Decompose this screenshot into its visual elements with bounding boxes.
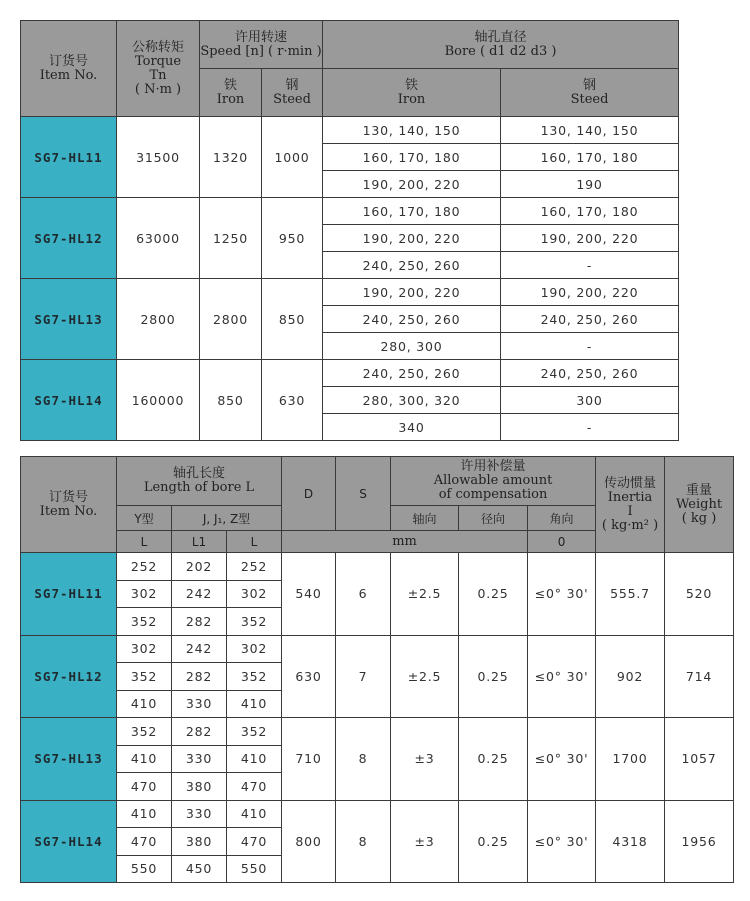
bore-steel-value: 240, 250, 260 xyxy=(501,306,679,333)
bore-iron-value: 190, 200, 220 xyxy=(323,225,501,252)
axial-value: ±3 xyxy=(391,718,459,801)
weight-value: 714 xyxy=(665,635,734,718)
table-row xyxy=(21,117,679,144)
bore-steel-value: 160, 170, 180 xyxy=(501,198,679,225)
inertia-value: 1700 xyxy=(596,718,665,801)
length-y-l: 352 xyxy=(117,663,172,691)
item-number: SG7-HL12 xyxy=(21,198,117,279)
angular-value: ≤0° 30' xyxy=(528,718,596,801)
header-speed-steel: 钢 Steed xyxy=(262,69,323,117)
inertia-value: 4318 xyxy=(596,800,665,883)
torque-value: 160000 xyxy=(117,360,200,441)
length-j-l: 352 xyxy=(227,608,282,636)
header-compensation: 许用补偿量 Allowable amount of compensation xyxy=(391,457,596,506)
header-bore-iron: 铁 Iron xyxy=(323,69,501,117)
torque-value: 63000 xyxy=(117,198,200,279)
length-y-l: 410 xyxy=(117,690,172,718)
header-torque: 公称转矩 Torque Tn ( N·m ) xyxy=(117,21,200,117)
bore-steel-value: 190, 200, 220 xyxy=(501,279,679,306)
angular-value: ≤0° 30' xyxy=(528,800,596,883)
item-number: SG7-HL14 xyxy=(21,800,117,883)
d-value: 540 xyxy=(282,553,336,636)
header-unit-angle: 0 xyxy=(528,531,596,553)
length-j-l: 352 xyxy=(227,718,282,746)
table-row xyxy=(21,635,734,663)
bore-steel-value: 240, 250, 260 xyxy=(501,360,679,387)
axial-value: ±2.5 xyxy=(391,553,459,636)
table-row xyxy=(21,553,734,581)
item-number: SG7-HL11 xyxy=(21,117,117,198)
header-item-no: 订货号 Item No. xyxy=(21,21,117,117)
radial-value: 0.25 xyxy=(459,718,528,801)
weight-value: 1057 xyxy=(665,718,734,801)
bore-steel-value: - xyxy=(501,333,679,360)
item-number: SG7-HL11 xyxy=(21,553,117,636)
torque-value: 2800 xyxy=(117,279,200,360)
inertia-value: 902 xyxy=(596,635,665,718)
length-y-l: 352 xyxy=(117,608,172,636)
item-number: SG7-HL12 xyxy=(21,635,117,718)
length-j-l1: 282 xyxy=(172,718,227,746)
item-number: SG7-HL13 xyxy=(21,718,117,801)
length-j-l: 252 xyxy=(227,553,282,581)
length-j-l1: 242 xyxy=(172,580,227,608)
header-radial: 径向 xyxy=(459,506,528,531)
length-j-l: 470 xyxy=(227,828,282,856)
weight-value: 520 xyxy=(665,553,734,636)
table-row xyxy=(21,360,679,387)
length-j-l: 470 xyxy=(227,773,282,801)
spec-table-speed-bore xyxy=(20,20,679,441)
table-row xyxy=(21,800,734,828)
speed-steel-value: 1000 xyxy=(262,117,323,198)
bore-iron-value: 340 xyxy=(323,414,501,441)
weight-value: 1956 xyxy=(665,800,734,883)
bore-steel-value: 190 xyxy=(501,171,679,198)
bore-iron-value: 160, 170, 180 xyxy=(323,198,501,225)
header-item-no: 订货号 Item No. xyxy=(21,457,117,553)
item-number: SG7-HL14 xyxy=(21,360,117,441)
length-y-l: 550 xyxy=(117,855,172,883)
bore-iron-value: 240, 250, 260 xyxy=(323,252,501,279)
table-row xyxy=(21,718,734,746)
spec-table-dimensions xyxy=(20,456,734,883)
length-j-l1: 330 xyxy=(172,800,227,828)
length-j-l: 410 xyxy=(227,745,282,773)
length-j-l: 352 xyxy=(227,663,282,691)
header-l-j: L xyxy=(227,531,282,553)
length-j-l1: 380 xyxy=(172,828,227,856)
header-unit-mm: mm xyxy=(282,531,528,553)
header-axial: 轴向 xyxy=(391,506,459,531)
length-j-l1: 380 xyxy=(172,773,227,801)
length-j-l: 302 xyxy=(227,580,282,608)
table-row xyxy=(21,279,679,306)
length-j-l1: 450 xyxy=(172,855,227,883)
bore-iron-value: 240, 250, 260 xyxy=(323,360,501,387)
angular-value: ≤0° 30' xyxy=(528,635,596,718)
speed-steel-value: 630 xyxy=(262,360,323,441)
length-y-l: 252 xyxy=(117,553,172,581)
bore-steel-value: 190, 200, 220 xyxy=(501,225,679,252)
speed-iron-value: 850 xyxy=(200,360,262,441)
axial-value: ±3 xyxy=(391,800,459,883)
header-bore-length: 轴孔长度 Length of bore L xyxy=(117,457,282,506)
length-y-l: 302 xyxy=(117,635,172,663)
bore-iron-value: 280, 300, 320 xyxy=(323,387,501,414)
speed-iron-value: 1320 xyxy=(200,117,262,198)
bore-steel-value: - xyxy=(501,252,679,279)
length-y-l: 410 xyxy=(117,745,172,773)
header-j-type: J, J₁, Z型 xyxy=(172,506,282,531)
item-number: SG7-HL13 xyxy=(21,279,117,360)
length-j-l: 550 xyxy=(227,855,282,883)
length-j-l1: 242 xyxy=(172,635,227,663)
axial-value: ±2.5 xyxy=(391,635,459,718)
header-s: S xyxy=(336,457,391,531)
length-y-l: 302 xyxy=(117,580,172,608)
inertia-value: 555.7 xyxy=(596,553,665,636)
d-value: 710 xyxy=(282,718,336,801)
bore-iron-value: 160, 170, 180 xyxy=(323,144,501,171)
bore-iron-value: 240, 250, 260 xyxy=(323,306,501,333)
header-bore-steel: 钢 Steed xyxy=(501,69,679,117)
bore-iron-value: 190, 200, 220 xyxy=(323,279,501,306)
s-value: 6 xyxy=(336,553,391,636)
torque-value: 31500 xyxy=(117,117,200,198)
s-value: 8 xyxy=(336,800,391,883)
length-y-l: 410 xyxy=(117,800,172,828)
header-y-type: Y型 xyxy=(117,506,172,531)
bore-iron-value: 190, 200, 220 xyxy=(323,171,501,198)
table-row xyxy=(21,198,679,225)
speed-steel-value: 950 xyxy=(262,198,323,279)
radial-value: 0.25 xyxy=(459,800,528,883)
s-value: 7 xyxy=(336,635,391,718)
radial-value: 0.25 xyxy=(459,635,528,718)
bore-iron-value: 130, 140, 150 xyxy=(323,117,501,144)
header-d: D xyxy=(282,457,336,531)
header-angular: 角向 xyxy=(528,506,596,531)
length-j-l1: 330 xyxy=(172,745,227,773)
header-l1: L1 xyxy=(172,531,227,553)
length-j-l1: 330 xyxy=(172,690,227,718)
length-j-l1: 282 xyxy=(172,608,227,636)
length-j-l: 302 xyxy=(227,635,282,663)
length-j-l: 410 xyxy=(227,800,282,828)
radial-value: 0.25 xyxy=(459,553,528,636)
angular-value: ≤0° 30' xyxy=(528,553,596,636)
bore-steel-value: 130, 140, 150 xyxy=(501,117,679,144)
length-j-l1: 282 xyxy=(172,663,227,691)
header-weight: 重量 Weight ( kg ) xyxy=(665,457,734,553)
header-speed: 许用转速 Speed [n] ( r·min ) xyxy=(200,21,323,69)
bore-steel-value: 300 xyxy=(501,387,679,414)
length-j-l: 410 xyxy=(227,690,282,718)
length-j-l1: 202 xyxy=(172,553,227,581)
s-value: 8 xyxy=(336,718,391,801)
d-value: 800 xyxy=(282,800,336,883)
bore-steel-value: - xyxy=(501,414,679,441)
length-y-l: 470 xyxy=(117,828,172,856)
header-inertia: 传动惯量 Inertia I ( kg·m² ) xyxy=(596,457,665,553)
speed-iron-value: 2800 xyxy=(200,279,262,360)
bore-steel-value: 160, 170, 180 xyxy=(501,144,679,171)
speed-iron-value: 1250 xyxy=(200,198,262,279)
header-l-y: L xyxy=(117,531,172,553)
speed-steel-value: 850 xyxy=(262,279,323,360)
d-value: 630 xyxy=(282,635,336,718)
header-speed-iron: 铁 Iron xyxy=(200,69,262,117)
header-bore: 轴孔直径 Bore ( d1 d2 d3 ) xyxy=(323,21,679,69)
length-y-l: 470 xyxy=(117,773,172,801)
length-y-l: 352 xyxy=(117,718,172,746)
bore-iron-value: 280, 300 xyxy=(323,333,501,360)
